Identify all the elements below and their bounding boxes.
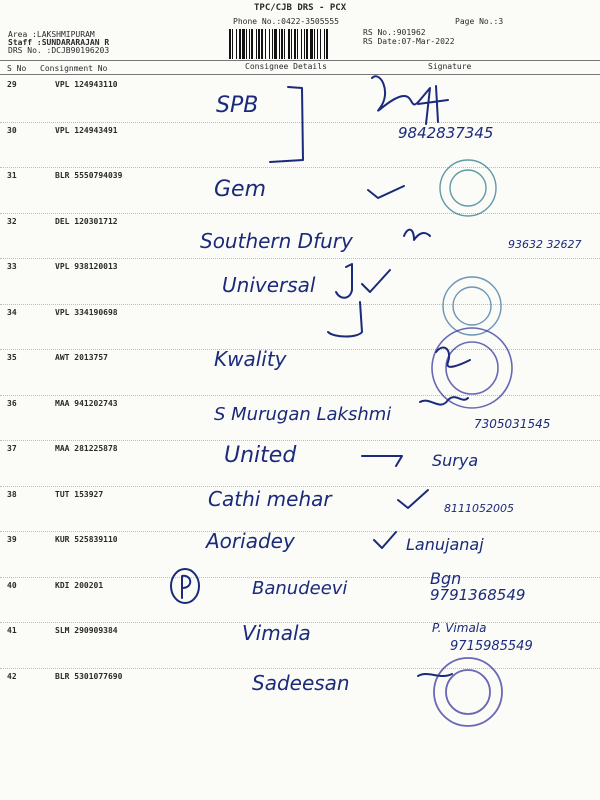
row-consignment-no: MAA 941202743 <box>55 399 118 408</box>
page-number: Page No.:3 <box>455 17 504 26</box>
row-sno: 29 <box>7 80 17 89</box>
hw-r29-phone: 9842837345 <box>398 124 494 142</box>
hw-r38-name: Cathi mehar <box>208 487 332 511</box>
row-consignment-no: AWT 2013757 <box>55 353 108 362</box>
column-header-consignment: Consignment No <box>40 64 108 73</box>
row-sno: 32 <box>7 217 17 226</box>
row-sno: 41 <box>7 626 17 635</box>
hw-r39-name: Aoriadey <box>206 529 295 553</box>
hw-r35-name: Kwality <box>214 347 287 371</box>
hw-r32-note: 93632 32627 <box>508 238 582 251</box>
document-title: TPC/CJB DRS - PCX <box>254 3 347 13</box>
row-consignment-no: DEL 120301712 <box>55 217 118 226</box>
row-sno: 35 <box>7 353 17 362</box>
row-consignment-no: MAA 281225878 <box>55 444 118 453</box>
phone-number: Phone No.:0422-3505555 <box>233 17 339 26</box>
stamp-icon <box>432 328 512 408</box>
hw-r40-signature: Bgn <box>430 569 462 588</box>
hw-r33-name: Universal <box>222 273 316 297</box>
column-header-consignee: Consignee Details <box>245 62 327 71</box>
hw-r40-name: Banudeevi <box>252 578 348 599</box>
row-sno: 42 <box>7 672 17 681</box>
row-consignment-no: KUR 525839110 <box>55 535 118 544</box>
row-sno: 33 <box>7 262 17 271</box>
row-consignment-no: VPL 938120013 <box>55 262 118 271</box>
hw-r36-phone: 7305031545 <box>474 417 551 431</box>
row-sno: 31 <box>7 171 17 180</box>
hw-r38-phone: 8111052005 <box>444 502 514 515</box>
hw-r41-name: Vimala <box>242 621 311 645</box>
row-consignment-no: VPL 124943491 <box>55 126 118 135</box>
stamp-icon <box>443 277 501 335</box>
row-consignment-no: TUT 153927 <box>55 490 104 499</box>
stamp-icon <box>440 160 496 216</box>
hw-r41-signature: P. Vimala <box>432 621 487 635</box>
row-sno: 34 <box>7 308 17 317</box>
row-consignment-no: KDI 200201 <box>55 581 104 590</box>
row-consignment-no: SLM 290909384 <box>55 626 118 635</box>
row-sno: 37 <box>7 444 17 453</box>
drs-number: DRS No. :DCJB90196203 <box>8 46 110 55</box>
area-label: Area :LAKSHMIPURAM <box>8 30 95 39</box>
row-sno: 39 <box>7 535 17 544</box>
hw-r41-phone: 9715985549 <box>450 639 533 654</box>
stamp-icon <box>434 658 502 726</box>
row-sno: 38 <box>7 490 17 499</box>
column-header-sno: S No <box>7 64 27 73</box>
row-sno: 40 <box>7 581 17 590</box>
hw-r29-name: SPB <box>216 93 259 118</box>
row-consignment-no: BLR 5301077690 <box>55 672 123 681</box>
hw-r40-phone: 9791368549 <box>430 586 526 604</box>
row-sno: 36 <box>7 399 17 408</box>
hw-r42-name: Sadeesan <box>252 671 350 695</box>
staff-label: Staff :SUNDARARAJAN R <box>8 38 110 47</box>
row-sno: 30 <box>7 126 17 135</box>
hw-r32-name: Southern Dfury <box>200 229 353 253</box>
hw-r37-name: United <box>224 443 297 468</box>
column-header-signature: Signature <box>428 62 472 71</box>
hw-r37-signature: Surya <box>432 451 479 470</box>
rs-number: RS No.:901962 <box>363 28 426 37</box>
row-consignment-no: VPL 334190698 <box>55 308 118 317</box>
row-consignment-no: VPL 124943110 <box>55 80 118 89</box>
row-consignment-no: BLR 5550794039 <box>55 171 123 180</box>
rs-date: RS Date:07-Mar-2022 <box>363 37 455 46</box>
hw-r36-name: S Murugan Lakshmi <box>214 404 392 425</box>
hw-r39-signature: Lanujanaj <box>406 535 484 554</box>
hw-r31-name: Gem <box>214 177 267 202</box>
